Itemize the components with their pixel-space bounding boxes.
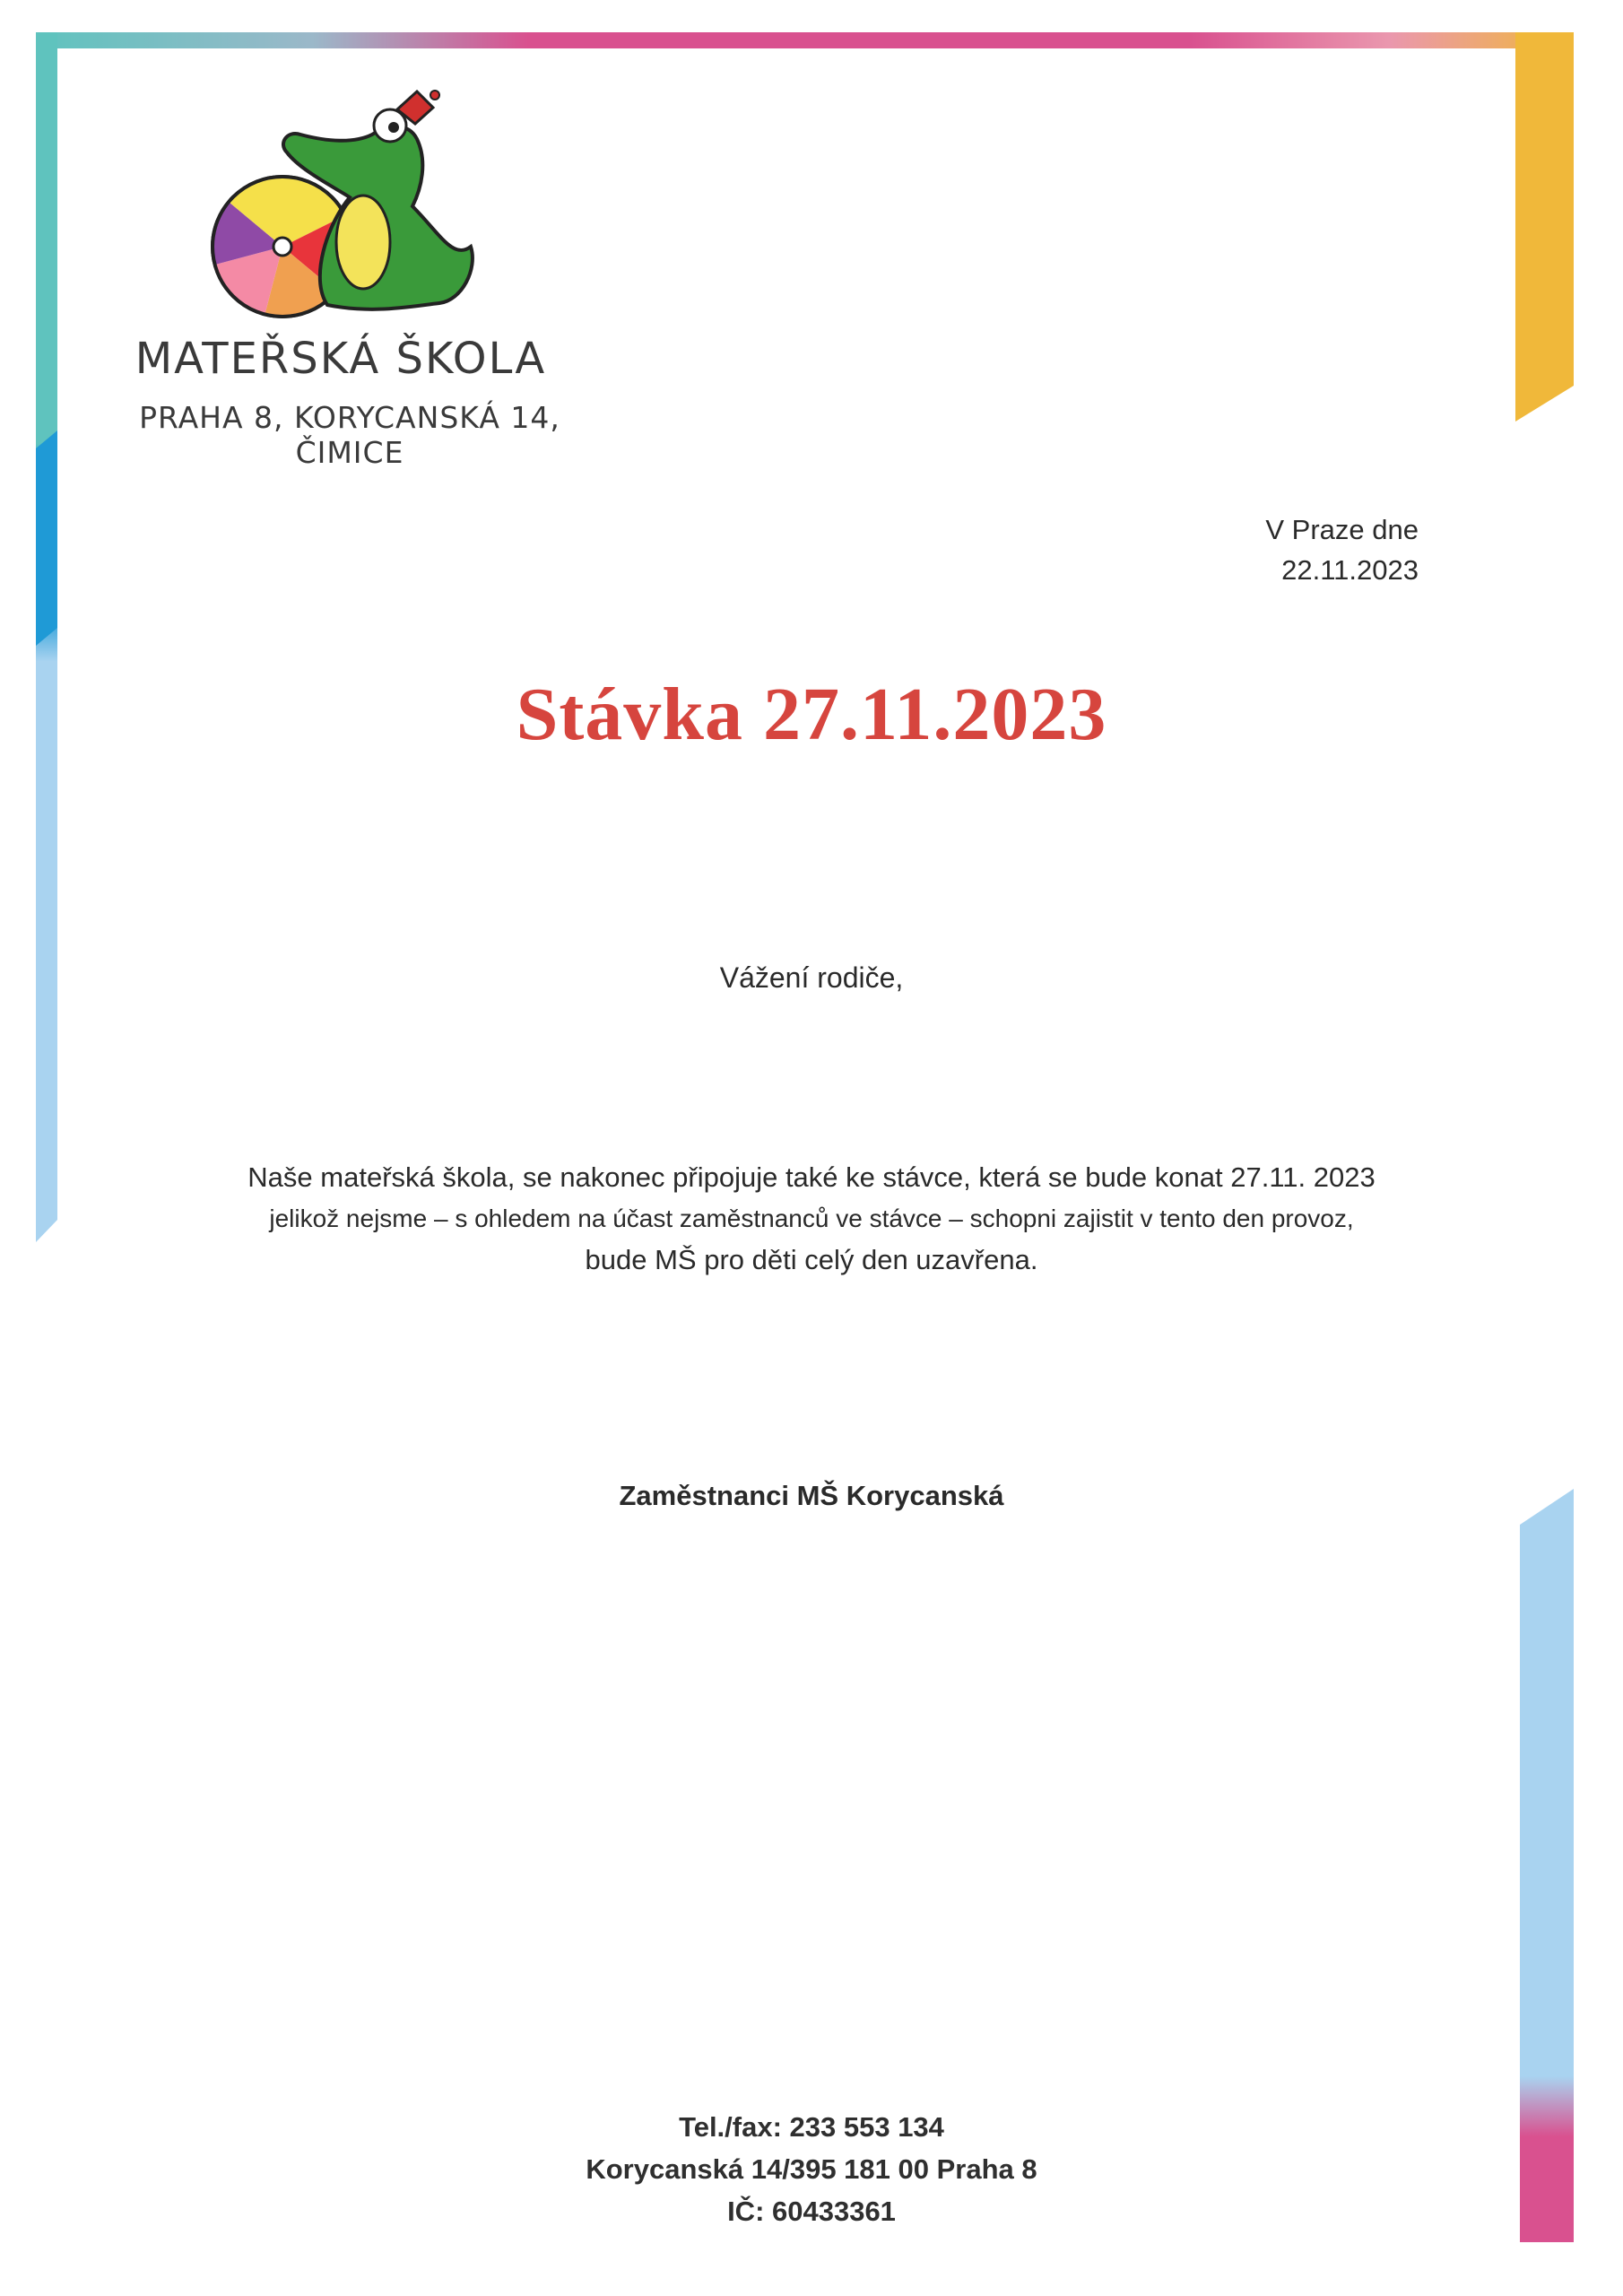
border-top-band [36, 32, 1574, 48]
signature: Zaměstnanci MŠ Korycanská [619, 1480, 1004, 1511]
date-block [1265, 509, 1419, 590]
footer-contact [0, 2106, 1623, 2232]
footer-address: Korycanská 14/395 181 00 Praha 8 [586, 2153, 1037, 2185]
border-right-top-band [1515, 32, 1574, 422]
greeting: Vážení rodiče, [719, 961, 904, 994]
footer-ico: IČ: 60433361 [727, 2196, 896, 2227]
document-title: Stávka 27.11.2023 [516, 673, 1107, 756]
date-value: 22.11.2023 [1281, 554, 1419, 586]
date-place-label: V Praze dne [1265, 514, 1419, 545]
footer-phone: Tel./fax: 233 553 134 [679, 2111, 944, 2143]
body-paragraph [0, 1157, 1623, 1281]
school-name: MATEŘSKÁ ŠKOLA [135, 334, 547, 384]
border-left-accent [36, 430, 57, 646]
body-line-2: jelikož nejsme – s ohledem na účast zaměstnanců ve stávce – schopni zajistit v tento den provoz, [269, 1205, 1354, 1232]
school-address: PRAHA 8, KORYCANSKÁ 14, ČIMICE [139, 400, 560, 470]
body-line-3: bude MŠ pro děti celý den uzavřena. [585, 1244, 1038, 1275]
body-line-1: Naše mateřská škola, se nakonec připojuje také ke stávce, která se bude konat 27.11. 2023 [247, 1161, 1376, 1193]
crocodile-with-beach-ball-logo [193, 90, 480, 332]
